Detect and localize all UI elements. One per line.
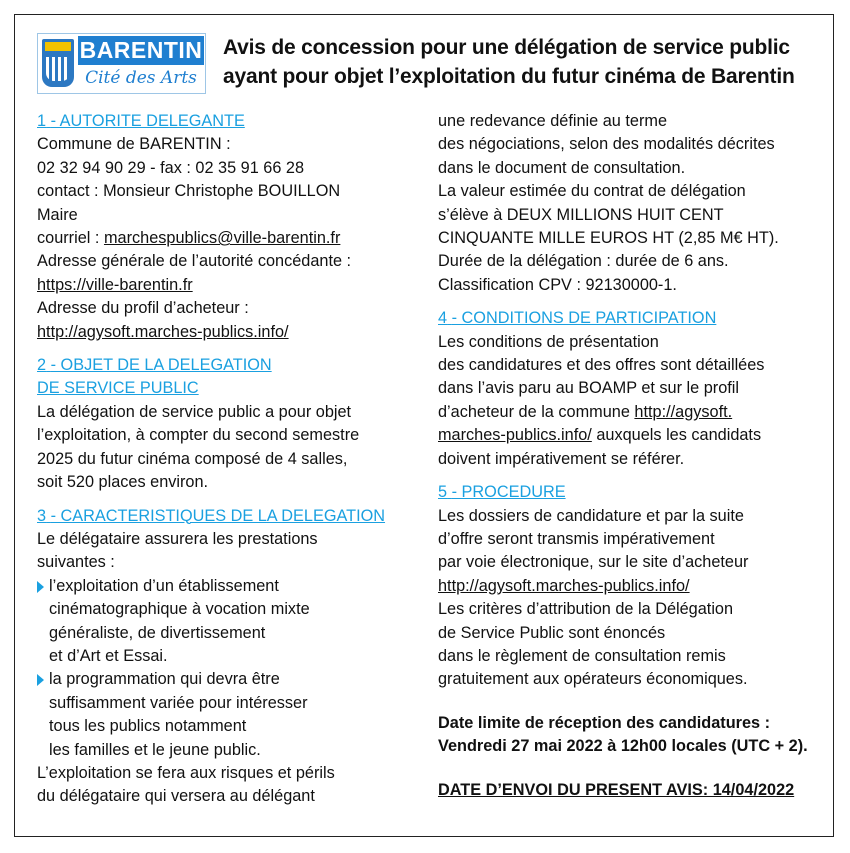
section-caracteristiques-cont [438, 110, 828, 297]
title-line-1: Avis de concession pour une délégation de service public [223, 36, 790, 59]
text-line: Le délégataire assurera les prestations [37, 529, 318, 548]
bullet-arrow-icon [37, 674, 44, 686]
coat-of-arms-icon [42, 39, 74, 87]
logo-name: BARENTIN [79, 37, 203, 63]
text-line: d’acheteur de la commune http://agysoft. [438, 402, 733, 421]
section-objet [37, 354, 405, 494]
text-line: 2025 du futur cinéma composé de 4 salles, [37, 449, 348, 468]
section-heading: 4 - CONDITIONS DE PARTICIPATION [438, 309, 717, 328]
text-line: s’élève à DEUX MILLIONS HUIT CENT [438, 205, 724, 224]
text-line: l’exploitation, à compter du second semestre [37, 426, 360, 445]
section-heading: 3 - CARACTERISTIQUES DE LA DELEGATION [37, 506, 386, 525]
text-line: doivent impérativement se référer. [438, 449, 685, 468]
deadline-label: Date limite de réception des candidatures : [438, 713, 771, 732]
barentin-logo [37, 33, 206, 94]
logo-tagline: Cité des Arts [85, 68, 197, 88]
title-line-2: ayant pour objet l’exploitation du futur cinéma de Barentin [223, 65, 795, 88]
text-line: de Service Public sont énoncés [438, 623, 666, 642]
email-line: courriel : marchespublics@ville-barentin.fr [37, 229, 341, 248]
text-line: par voie électronique, sur le site d’acheteur [438, 553, 749, 572]
section-procedure [438, 481, 828, 692]
text-line: La valeur estimée du contrat de délégation [438, 182, 746, 201]
section-autorite [37, 110, 405, 344]
text-line: des négociations, selon des modalités décrites [438, 135, 775, 154]
send-date: DATE D’ENVOI DU PRESENT AVIS: 14/04/2022 [438, 780, 795, 799]
text-line: Commune de BARENTIN : [37, 135, 231, 154]
text-line: CINQUANTE MILLE EUROS HT (2,85 M€ HT). [438, 229, 779, 248]
text-line: du délégataire qui versera au délégant [37, 787, 315, 806]
deadline-value: Vendredi 27 mai 2022 à 12h00 locales (UTC + 2). [438, 737, 808, 756]
procedure-link[interactable]: http://agysoft.marches-publics.info/ [438, 576, 690, 595]
bullet-item: la programmation qui devra être suffisamment variée pour intéresser tous les publics notamment les familles et le jeune public. [37, 668, 405, 762]
section-conditions [438, 307, 828, 471]
text-line: d’offre seront transmis impérativement [438, 529, 715, 548]
text-line: soit 520 places environ. [37, 473, 209, 492]
section-heading: 2 - OBJET DE LA DELEGATION [37, 356, 272, 375]
text-line: dans le règlement de consultation remis [438, 646, 726, 665]
bullet-arrow-icon [37, 581, 44, 593]
profile-link-cont[interactable]: marches-publics.info/ [438, 426, 592, 445]
section-heading: 1 - AUTORITE DELEGANTE [37, 112, 245, 130]
text-line: gratuitement aux opérateurs économiques. [438, 670, 748, 689]
email-link[interactable]: marchespublics@ville-barentin.fr [103, 229, 341, 248]
text-line: Les critères d’attribution de la Délégation [438, 600, 734, 619]
text-line: Classification CPV : 92130000-1. [438, 275, 677, 294]
bullet-item: l’exploitation d’un établissement cinématographique à vocation mixte généraliste, de divertissement et d’Art et Essai. [37, 575, 405, 669]
profile-link[interactable]: http://agysoft. [634, 402, 733, 421]
text-line: dans le document de consultation. [438, 158, 686, 177]
section-caracteristiques [37, 505, 405, 809]
section-heading-cont: DE SERVICE PUBLIC [37, 379, 199, 398]
text-line: dans l’avis paru au BOAMP et sur le profil [438, 379, 740, 398]
text-line: Les conditions de présentation [438, 332, 659, 351]
text-line: suivantes : [37, 553, 115, 572]
notice-title [223, 33, 823, 91]
text-line: 02 32 94 90 29 - fax : 02 35 91 66 28 [37, 158, 305, 177]
left-column [37, 110, 405, 809]
text-line: contact : Monsieur Christophe BOUILLON [37, 182, 341, 201]
text-line: une redevance définie au terme [438, 112, 667, 130]
text-line: Durée de la délégation : durée de 6 ans. [438, 252, 729, 271]
website-link[interactable]: https://ville-barentin.fr [37, 275, 193, 294]
section-heading: 5 - PROCEDURE [438, 483, 566, 502]
text-line: Les dossiers de candidature et par la suite [438, 506, 744, 525]
profile-link[interactable]: http://agysoft.marches-publics.info/ [37, 322, 289, 341]
text-line: L’exploitation se fera aux risques et périls [37, 763, 335, 782]
text-line: marches-publics.info/ auxquels les candidats [438, 426, 762, 445]
right-column [438, 110, 828, 802]
text-line: des candidatures et des offres sont détaillées [438, 356, 765, 375]
deadline-block [438, 712, 828, 759]
text-line: Adresse du profil d’acheteur : [37, 299, 249, 318]
text-line: Maire [37, 205, 78, 224]
text-line: La délégation de service public a pour objet [37, 402, 352, 421]
text-line: Adresse générale de l’autorité concédante : [37, 252, 352, 271]
